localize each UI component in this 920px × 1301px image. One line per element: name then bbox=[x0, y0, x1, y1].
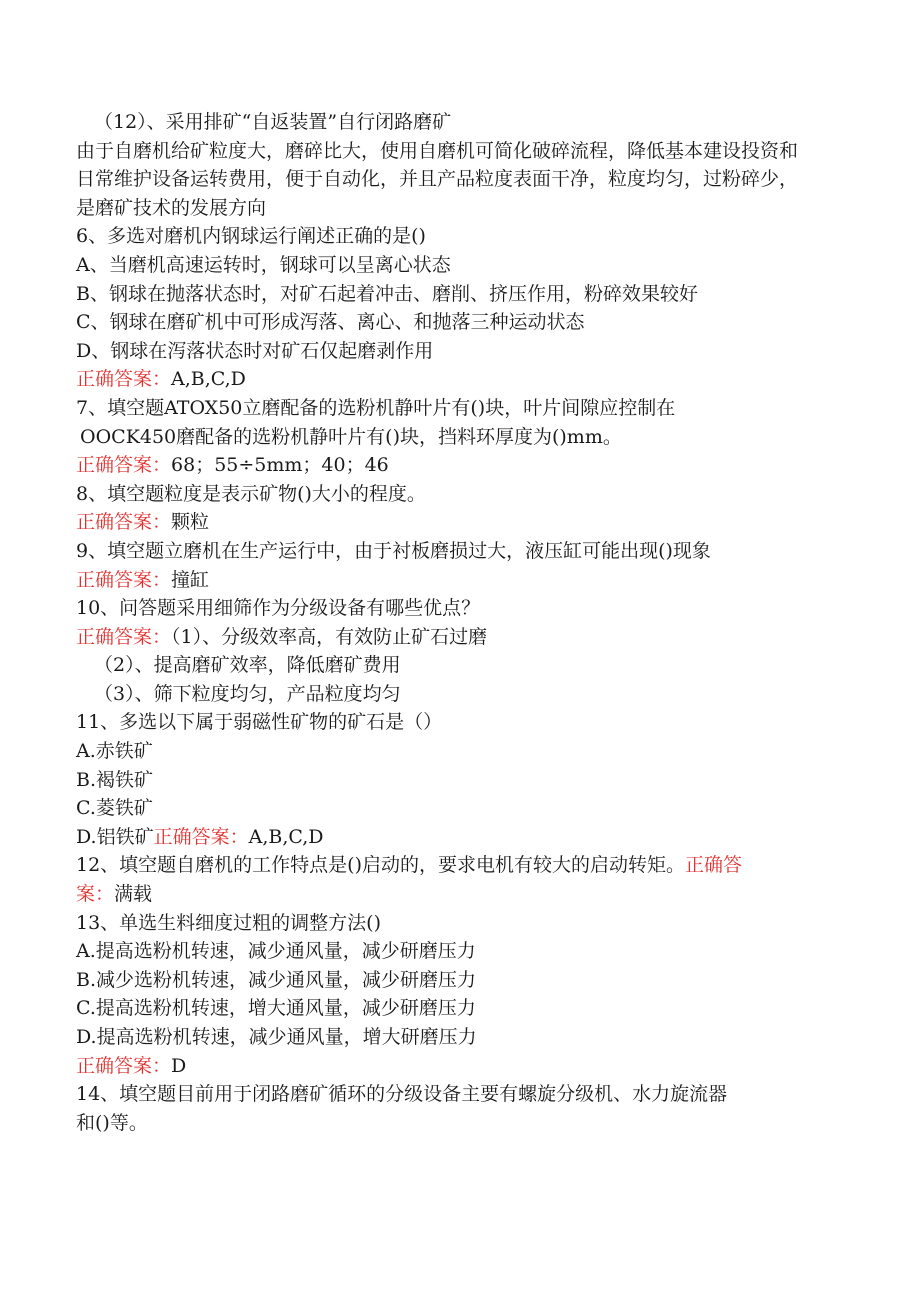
q11-option-c: C.菱铁矿 bbox=[76, 797, 153, 820]
q12-answer-label-part1: 正确答 bbox=[685, 854, 743, 877]
q9-answer-row bbox=[76, 566, 816, 595]
q7-answer: 68；55÷5mm；40；46 bbox=[171, 454, 389, 477]
q5-paragraph: 由于自磨机给矿粒度大，磨碎比大，使用自磨机可简化破碎流程，降低基本建设投资和日常维护设备运转费用，便于自动化，并且产品粒度表面干净，粒度均匀，过粉碎少，是磨矿技术的发展方向 bbox=[76, 139, 799, 219]
q8-answer: 颗粒 bbox=[171, 511, 210, 534]
q14-question-line2: 和()等。 bbox=[76, 1111, 148, 1134]
q12-answer: 满载 bbox=[114, 883, 153, 906]
q13-question: 13、单选生料细度过粗的调整方法() bbox=[76, 911, 382, 934]
answer-label: 正确答案： bbox=[76, 625, 172, 648]
q11-option-a: A.赤铁矿 bbox=[76, 740, 153, 763]
q6-answer-row bbox=[76, 365, 816, 394]
answer-label: 正确答案： bbox=[76, 454, 172, 477]
answer-label: 正确答案： bbox=[76, 1054, 172, 1077]
q14-question-line1: 14、填空题目前用于闭路磨矿循环的分级设备主要有螺旋分级机、水力旋流器 bbox=[76, 1083, 728, 1106]
answer-label: 正确答案： bbox=[76, 511, 172, 534]
q6-question: 6、多选对磨机内钢球运行阐述正确的是() bbox=[76, 225, 426, 248]
q12-answer-row bbox=[76, 880, 816, 909]
document-page bbox=[76, 108, 816, 1137]
q12-question-row bbox=[76, 851, 816, 880]
q13-answer: D bbox=[171, 1054, 187, 1077]
q11-option-b: B.褐铁矿 bbox=[76, 768, 154, 791]
answer-label: 正确答案： bbox=[76, 368, 172, 391]
q7-question-line2: OOCK450磨配备的选粉机静叶片有()块，挡料环厚度为()mm。 bbox=[80, 425, 622, 448]
q8-question: 8、填空题粒度是表示矿物()大小的程度。 bbox=[76, 482, 426, 505]
q13-answer-row bbox=[76, 1052, 816, 1081]
q10-answer-row bbox=[76, 623, 816, 652]
q11-answer: A,B,C,D bbox=[248, 825, 324, 848]
q13-option-a: A.提高选粉机转速，减少通风量，减少研磨压力 bbox=[76, 940, 476, 963]
q10-answer-line1: （1）、分级效率高，有效防止矿石过磨 bbox=[171, 625, 488, 648]
q12-answer-label-part2: 案： bbox=[76, 883, 115, 906]
q6-option-d: D、钢球在泻落状态时对矿石仅起磨剥作用 bbox=[76, 339, 434, 362]
q11-option-d-row bbox=[76, 823, 816, 852]
q11-option-d: D.铝铁矿 bbox=[76, 825, 154, 848]
answer-label: 正确答案： bbox=[76, 568, 172, 591]
q11-question: 11、多选以下属于弱磁性矿物的矿石是（） bbox=[76, 711, 443, 734]
q6-option-b: B、钢球在抛落状态时，对矿石起着冲击、磨削、挤压作用，粉碎效果较好 bbox=[76, 282, 698, 305]
q8-answer-row bbox=[76, 508, 816, 537]
q7-answer-row bbox=[76, 451, 816, 480]
q10-answer-line3: （3）、筛下粒度均匀，产品粒度均匀 bbox=[94, 682, 401, 705]
answer-label: 正确答案： bbox=[153, 825, 249, 848]
q6-answer: A,B,C,D bbox=[171, 368, 246, 391]
q10-answer-line2: （2）、提高磨矿效率，降低磨矿费用 bbox=[94, 654, 401, 677]
q10-question: 10、问答题采用细筛作为分级设备有哪些优点？ bbox=[76, 597, 481, 620]
q5-item-12: （12）、采用排矿“自返装置”自行闭路磨矿 bbox=[94, 111, 452, 133]
q13-option-b: B.减少选粉机转速，减少通风量，减少研磨压力 bbox=[76, 968, 477, 991]
q12-question: 12、填空题自磨机的工作特点是()启动的，要求电机有较大的启动转矩。 bbox=[76, 854, 686, 877]
q7-question-line1: 7、填空题ATOX50立磨配备的选粉机静叶片有()块，叶片间隙应控制在 bbox=[76, 396, 676, 419]
q6-option-c: C、钢球在磨矿机中可形成泻落、离心、和抛落三种运动状态 bbox=[76, 311, 585, 334]
q13-option-d: D.提高选粉机转速，减少通风量，增大研磨压力 bbox=[76, 1026, 477, 1048]
q9-question: 9、填空题立磨机在生产运行中，由于衬板磨损过大，液压缸可能出现()现象 bbox=[76, 539, 711, 562]
q13-option-c: C.提高选粉机转速，增大通风量，减少研磨压力 bbox=[76, 997, 476, 1020]
q6-option-a: A、当磨机高速运转时，钢球可以呈离心状态 bbox=[76, 253, 451, 276]
q9-answer: 撞缸 bbox=[171, 568, 210, 591]
